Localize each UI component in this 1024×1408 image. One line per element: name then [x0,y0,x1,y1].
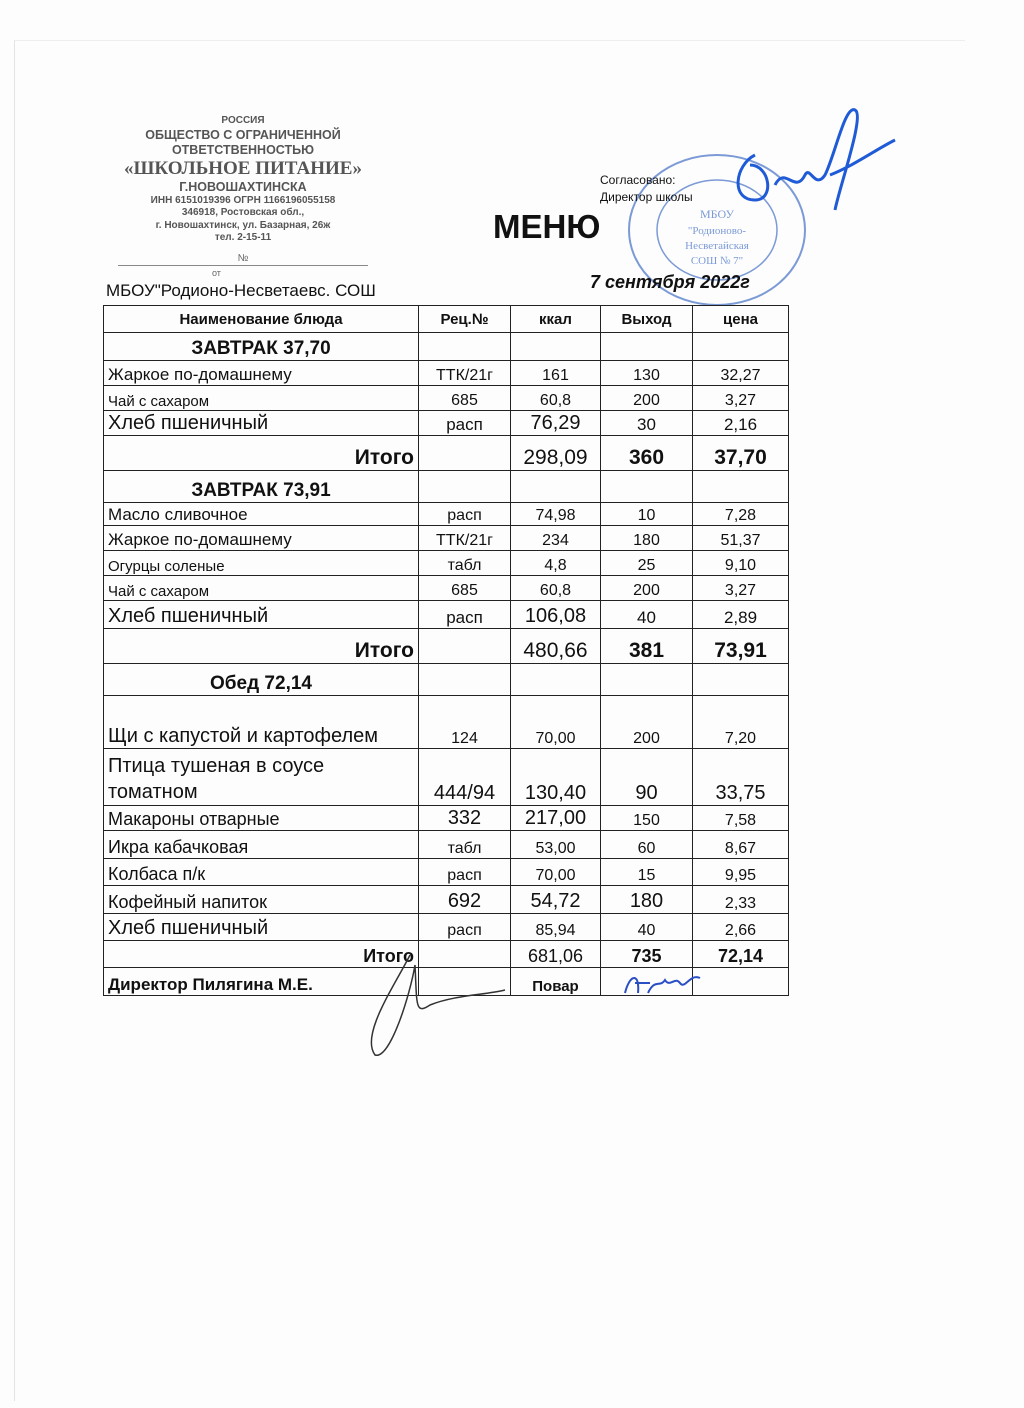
recipe-no: расп [419,601,511,629]
org-city: Г.НОВОШАХТИНСКА [179,179,307,194]
org-line2: ОТВЕТСТВЕННОСТЬЮ [171,142,315,157]
total-price: 72,14 [693,941,789,968]
recipe-no: ТТК/21г [419,526,511,551]
header-kcal: ккал [511,306,601,333]
cook-signature [620,968,705,998]
table-row [104,859,789,886]
dish-name: Хлеб пшеничный [104,601,419,629]
total-yield: 360 [601,436,693,471]
total-kcal: 480,66 [511,629,601,664]
section-title: ЗАВТРАК 73,91 [104,471,419,503]
yield: 15 [601,859,693,886]
kcal: 54,72 [511,886,601,914]
kcal: 53,00 [511,831,601,859]
total-price: 37,70 [693,436,789,471]
table-row [104,411,789,436]
yield: 25 [601,551,693,576]
dish-name: Масло сливочное [104,503,419,526]
yield: 150 [601,806,693,831]
price: 2,89 [693,601,789,629]
total-label: Итого [104,436,419,471]
dish-name: Огурцы соленые [104,551,419,576]
org-ids: ИНН 6151019396 ОГРН 1166196055158 [150,194,336,206]
price: 9,95 [693,859,789,886]
price: 3,27 [693,386,789,411]
yield: 90 [601,749,693,806]
dish-name: Макароны отварные [104,806,419,831]
recipe-no: 685 [419,386,511,411]
svg-text:"Родионово-: "Родионово- [687,225,747,237]
section-breakfast-1 [104,333,789,361]
table-row [104,551,789,576]
org-phone: тел. 2-15-11 [214,232,272,243]
org-address1: 346918, Ростовская обл., [181,207,305,218]
director-signature-bottom [355,935,515,1065]
table-row [104,361,789,386]
from-label: от [212,268,221,278]
kcal: 60,8 [511,386,601,411]
dish-name: Чай с сахаром [104,386,419,411]
approval-role: Директор школы [600,190,693,204]
price: 51,37 [693,526,789,551]
price: 8,67 [693,831,789,859]
table-row [104,526,789,551]
director-signature [715,105,900,215]
letterhead-stamp [103,115,383,245]
dish-name: Хлеб пшеничный [104,914,419,941]
recipe-no: 692 [419,886,511,914]
dish-name: Щи с капустой и картофелем [104,696,419,749]
total-kcal: 298,09 [511,436,601,471]
kcal: 130,40 [511,749,601,806]
yield: 200 [601,576,693,601]
yield: 40 [601,601,693,629]
price: 7,20 [693,696,789,749]
yield: 40 [601,914,693,941]
recipe-no: табл [419,831,511,859]
yield: 200 [601,386,693,411]
number-line: № [118,253,368,266]
price: 2,33 [693,886,789,914]
approval-label: Согласовано: [600,173,676,187]
kcal: 70,00 [511,859,601,886]
kcal: 217,00 [511,806,601,831]
yield: 180 [601,526,693,551]
total-yield: 735 [601,941,693,968]
yield: 30 [601,411,693,436]
director-name: Директор Пилягина М.Е. [104,968,419,996]
yield: 10 [601,503,693,526]
kcal: 85,94 [511,914,601,941]
kcal: 161 [511,361,601,386]
menu-table [103,305,789,996]
recipe-no: ТТК/21г [419,361,511,386]
page-title: МЕНЮ [493,208,601,245]
kcal: 70,00 [511,696,601,749]
dish-name: Жаркое по-домашнему [104,526,419,551]
price: 3,27 [693,576,789,601]
org-line1: ОБЩЕСТВО С ОГРАНИЧЕННОЙ [145,127,341,142]
recipe-no: табл [419,551,511,576]
header-recipe: Рец.№ [419,306,511,333]
dish-name: Чай с сахаром [104,576,419,601]
price: 33,75 [693,749,789,806]
total-row [104,436,789,471]
section-lunch [104,664,789,696]
recipe-no: расп [419,503,511,526]
org-name: «ШКОЛЬНОЕ ПИТАНИЕ» [124,157,362,179]
table-row [104,696,789,749]
table-header [104,306,789,333]
table-row [104,749,789,806]
price: 7,58 [693,806,789,831]
price: 2,66 [693,914,789,941]
table-row [104,886,789,914]
header-dish: Наименование блюда [104,306,419,333]
org-address2: г. Новошахтинск, ул. Базарная, 26ж [155,219,331,231]
recipe-no: 332 [419,806,511,831]
recipe-no: расп [419,914,511,941]
section-breakfast-2 [104,471,789,503]
svg-text:МБОУ: МБОУ [700,207,734,221]
dish-name: Птица тушеная в соусе томатном [104,749,419,806]
kcal: 106,08 [511,601,601,629]
kcal: 76,29 [511,411,601,436]
recipe-no: расп [419,859,511,886]
yield: 130 [601,361,693,386]
price: 9,10 [693,551,789,576]
total-row [104,629,789,664]
kcal: 74,98 [511,503,601,526]
table-row [104,386,789,411]
approval-block [600,172,693,206]
section-title: ЗАВТРАК 37,70 [104,333,419,361]
recipe-no: расп [419,411,511,436]
table-row [104,806,789,831]
svg-text:Несветайская: Несветайская [685,240,749,252]
total-kcal: 681,06 [511,941,601,968]
header-yield: Выход [601,306,693,333]
total-label: Итого [104,629,419,664]
price: 32,27 [693,361,789,386]
table-row [104,831,789,859]
total-label: Итого [104,941,419,968]
total-yield: 381 [601,629,693,664]
kcal: 234 [511,526,601,551]
dish-name: Кофейный напиток [104,886,419,914]
header-price: цена [693,306,789,333]
table-row [104,503,789,526]
kcal: 4,8 [511,551,601,576]
dish-name: Хлеб пшеничный [104,411,419,436]
table-row [104,576,789,601]
dish-name: Икра кабачковая [104,831,419,859]
country: РОССИЯ [221,115,265,126]
section-title: Обед 72,14 [104,664,419,696]
kcal: 60,8 [511,576,601,601]
table-row [104,601,789,629]
price: 7,28 [693,503,789,526]
cook-label: Повар [511,968,601,996]
dish-name: Жаркое по-домашнему [104,361,419,386]
yield: 180 [601,886,693,914]
price: 2,16 [693,411,789,436]
recipe-no: 685 [419,576,511,601]
recipe-no: 444/94 [419,749,511,806]
dish-name: Колбаса п/к [104,859,419,886]
menu-date: 7 сентября 2022г [590,272,750,292]
recipe-no: 124 [419,696,511,749]
svg-text:СОШ № 7": СОШ № 7" [690,255,744,267]
yield: 200 [601,696,693,749]
school-name: МБОУ"Родионо-Несветаевс. СОШ [106,281,376,300]
yield: 60 [601,831,693,859]
total-price: 73,91 [693,629,789,664]
